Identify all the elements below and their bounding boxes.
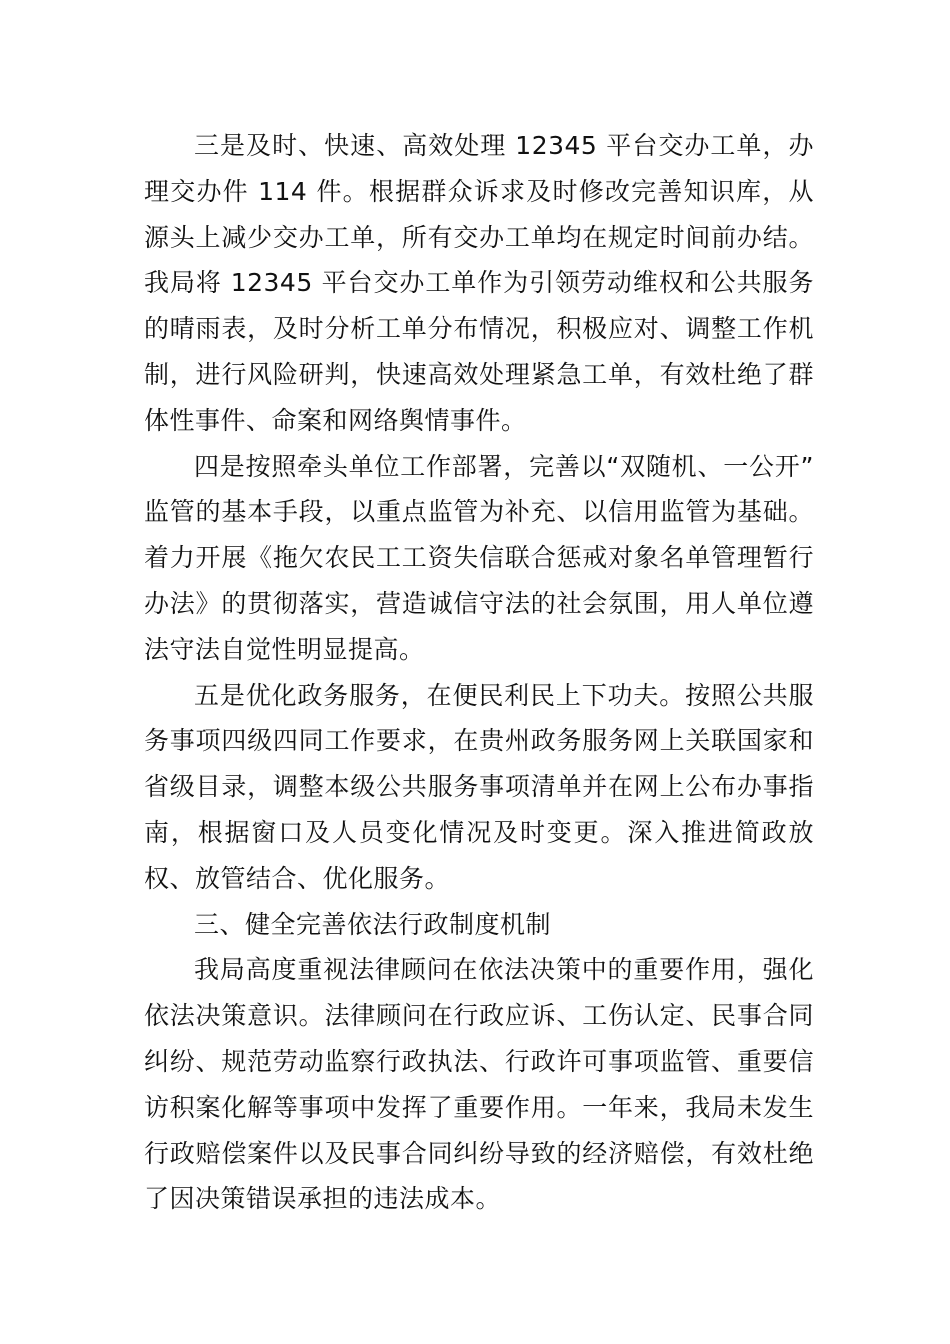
paragraph-item-5: 五是优化政务服务，在便民利民上下功夫。按照公共服务事项四级四同工作要求，在贵州政务服务网上关联国家和省级目录，调整本级公共服务事项清单并在网上公布办事指南，根据窗口及人员变化情况及时变更。深入推进简政放权、放管结合、优化服务。 <box>144 680 814 893</box>
paragraph-legal-advisor: 我局高度重视法律顾问在依法决策中的重要作用，强化依法决策意识。法律顾问在行政应诉、工伤认定、民事合同纠纷、规范劳动监察行政执法、行政许可事项监管、重要信访积案化解等事项中发挥了重要作用。一年来，我局未发生行政赔偿案件以及民事合同纠纷导致的经济赔偿，有效杜绝了因决策错误承担的违法成本。 <box>144 955 814 1214</box>
paragraph-item-3: 三是及时、快速、高效处理 12345 平台交办工单，办理交办件 114 件。根据群众诉求及时修改完善知识库，从源头上减少交办工单，所有交办工单均在规定时间前办结。我局将 12345 平台交办工单作为引领劳动维权和公共服务的晴雨表，及时分析工单分布情况，积极应对、调整工作机制，进行风险研判，快速高效处理紧急工单，有效杜绝了群体性事件、命案和网络舆情事件。 <box>144 131 814 435</box>
document-body <box>144 123 814 1222</box>
section-heading: 三、健全完善依法行政制度机制 <box>194 909 552 939</box>
paragraph-item-4: 四是按照牵头单位工作部署，完善以“双随机、一公开” 监管的基本手段，以重点监管为补充、以信用监管为基础。 着力开展《拖欠农民工工资失信联合惩戒对象名单管理暂行办法》的贯彻落实，营造诚信守法的社会氛围，用人单位遵法守法自觉性明显提高。 <box>144 451 814 664</box>
